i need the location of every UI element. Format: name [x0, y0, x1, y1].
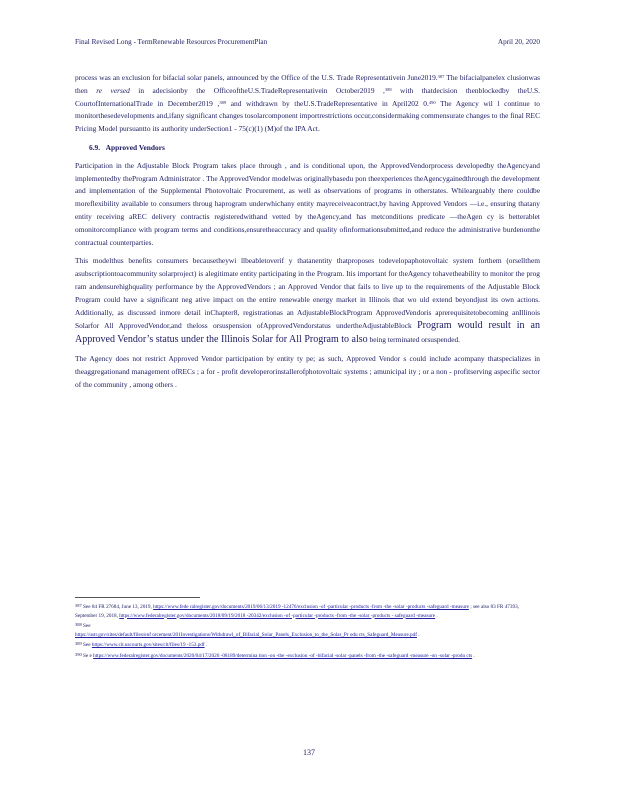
footnote-link-2[interactable]: https://www.federalregister.gov/documents/2018/09/19/2018 -20342/exclusion -of -particular -products -from -the -solar -products - safeguard -measure	[119, 612, 436, 619]
footnote-number: 389	[75, 641, 82, 647]
para1-text-a: process was an exclusion for bifacial solar panels, announced by the Office of the U.S. Trade Representativein June2019.	[75, 73, 438, 82]
footnote-number: 387	[75, 603, 82, 608]
footnote-text-tail: .	[472, 652, 475, 659]
body-text	[75, 72, 540, 398]
section-heading	[89, 142, 540, 155]
footnote-divider	[75, 597, 200, 598]
header-date: April 20, 2020	[497, 38, 540, 46]
footnote-link[interactable]: https://www.federalregister.gov/documents/2020/04/17/2020 -08189/determina tion -on -the -exclusion -of -bifacial -solar -panels -from -the -safeguard -measure -on -solar -produ cts	[93, 652, 473, 659]
para1-text-b: The bifacialpanelex clusionwas then	[75, 73, 540, 95]
section-number: 6.9.	[89, 142, 101, 152]
para1-text-d: with thatdecision thenblockedby theU.S. CourtofInternationalTrade in December2019 ,	[75, 85, 540, 108]
paragraph-participation: Participation in the Adjustable Block Program takes place through , and is conditional upon, the ApprovedVendorprocess developedby theAgencyand implementedby theProgram Administrator . The ApprovedVendor modelwas originallybasedu pon theexperiences theAgencygainedthrough the development and implementation of the Supplemental Photovoltaic Procurement, as well as observations of programs in otherstates. Whilearguably there couldbe moreflexibility available to consumers throug haprogram underwhichany entity mayreceiveacontract,by having Approved Vendors —i.e., ensuring thatany entity receiving aREC delivery contractis registeredwithand vetted by theAgency,and has metconditions predicate —theAgen cy is betterablet omonitorcompliance with program terms and conditions,ensuretheaccuracy and quality ofinformationsubmitted,and reduce the administrative burdenonthe contractual counterparties.	[75, 160, 540, 247]
footnote-387	[75, 603, 540, 620]
footnotes	[75, 603, 540, 663]
footnote-text: See	[81, 642, 92, 649]
footnote-number: 390	[75, 651, 82, 657]
footnote-ref-387[interactable]: 387	[437, 74, 445, 79]
footnote-link[interactable]: https://www.cit.uscourts.gov/sites/cit/files/19 -153.pdf	[91, 642, 205, 649]
page-number: 137	[303, 748, 315, 757]
header-title: Final Revised Long - TermRenewable Resources ProcurementPlan	[75, 38, 268, 46]
footnote-text-tail: .	[204, 642, 208, 649]
footnote-text: See	[81, 623, 91, 630]
footnote-389	[75, 641, 540, 650]
footnote-ref-389[interactable]: 389	[219, 99, 227, 105]
para3-large-text: Program would result in an Approved Vendor’s status under the Illinois Solar for All Program to also	[75, 320, 540, 346]
footnote-390	[75, 652, 540, 661]
para1-text-f: The Agency wil l continue to monitorthesedevelopments and,ifany significant changes tosolarcomponent importrestrictions occur,considermaking commensurate changes to the final REC Pricing Model pursuantto its authority underSection1 - 75(c)(1) (M)of the IPA Act.	[75, 98, 540, 134]
footnote-number: 388	[75, 622, 82, 628]
footnote-ref-388[interactable]: 388	[384, 86, 392, 92]
running-header	[75, 38, 540, 46]
footnote-link[interactable]: https://ustr.gov/sites/default/files/enf orcement/201Investigations/Withdrawl_of_Bifacial_Solar_Panels_Exclusion_to_the_Solar_Pr odu cts_Safeguard_Measure.pdf	[75, 631, 417, 638]
reversed-emphasis: re versed	[96, 85, 130, 95]
para3-text-a: This modelthus benefits consumers becausetheywi llbeabletoverif y thatanentity thatproposes todevelopaphotovoltaic system forthem (orsellthem asubscriptiontoacommunity solarproject) is alegitimate entity participating in the Program. Itis important for theAgency tohavetheability to monitor the prog ram andensurehighquality performance by the ApprovedVendors ; an Approved Vendor that fails to live up to the requirements of the Adjustable Block Program could have a significant neg ative impact on the entire renewable energy market in Illinois that wo uld extend beyondjust its own actions. Additionally, as discussed inmore detail inChapter8, registrationas an AdjustableBlockProgram ApprovedVendoris aprerequisitetobecoming anIllinois Solarfor All ApprovedVendor,and theloss orsuspension ofApprovedVendorstatus undertheAdjustableBlock	[75, 256, 540, 331]
footnote-text-tail: .	[416, 631, 420, 638]
footnote-text-tail: ; see also 83 FR 47393, September 19, 2018,	[75, 604, 519, 619]
footnote-end: .	[435, 612, 438, 619]
footnote-text: Se e	[81, 652, 94, 659]
footnote-text: See 84 FR 27684, June 13, 2019,	[81, 604, 154, 610]
footnote-ref-390[interactable]: 490	[428, 99, 436, 105]
para1-text-c: in adecisionby the OfficeoftheU.S.TradeRepresentativein October2019 ,	[129, 85, 385, 95]
paragraph-bifacial-exclusion	[75, 72, 540, 136]
footnote-388	[75, 622, 540, 639]
section-title: Approved Vendors	[105, 142, 165, 152]
para1-text-e: and withdrawn by theU.S.TradeRepresentative in April202 0.	[226, 98, 429, 108]
para3-text-b: being terminated orsuspended.	[369, 335, 461, 345]
paragraph-model-benefits	[75, 255, 540, 347]
footnote-link[interactable]: https://www.fede ralregister.gov/documents/2019/06/13/2019 -12476/exclusion -of -particular -products -from -the -solar -products -safeguard -measure	[153, 604, 469, 610]
paragraph-entity-types: The Agency does not restrict Approved Vendor participation by entity ty pe; as such, Approved Vendor s could include acompany thatspecializes in theaggregationand management ofRECs ; a for - profit developerorinstallerofphotovoltaic systems ; amunicipal ity ; or a non - profitserving aspecific sector of the community , among others .	[75, 354, 540, 389]
